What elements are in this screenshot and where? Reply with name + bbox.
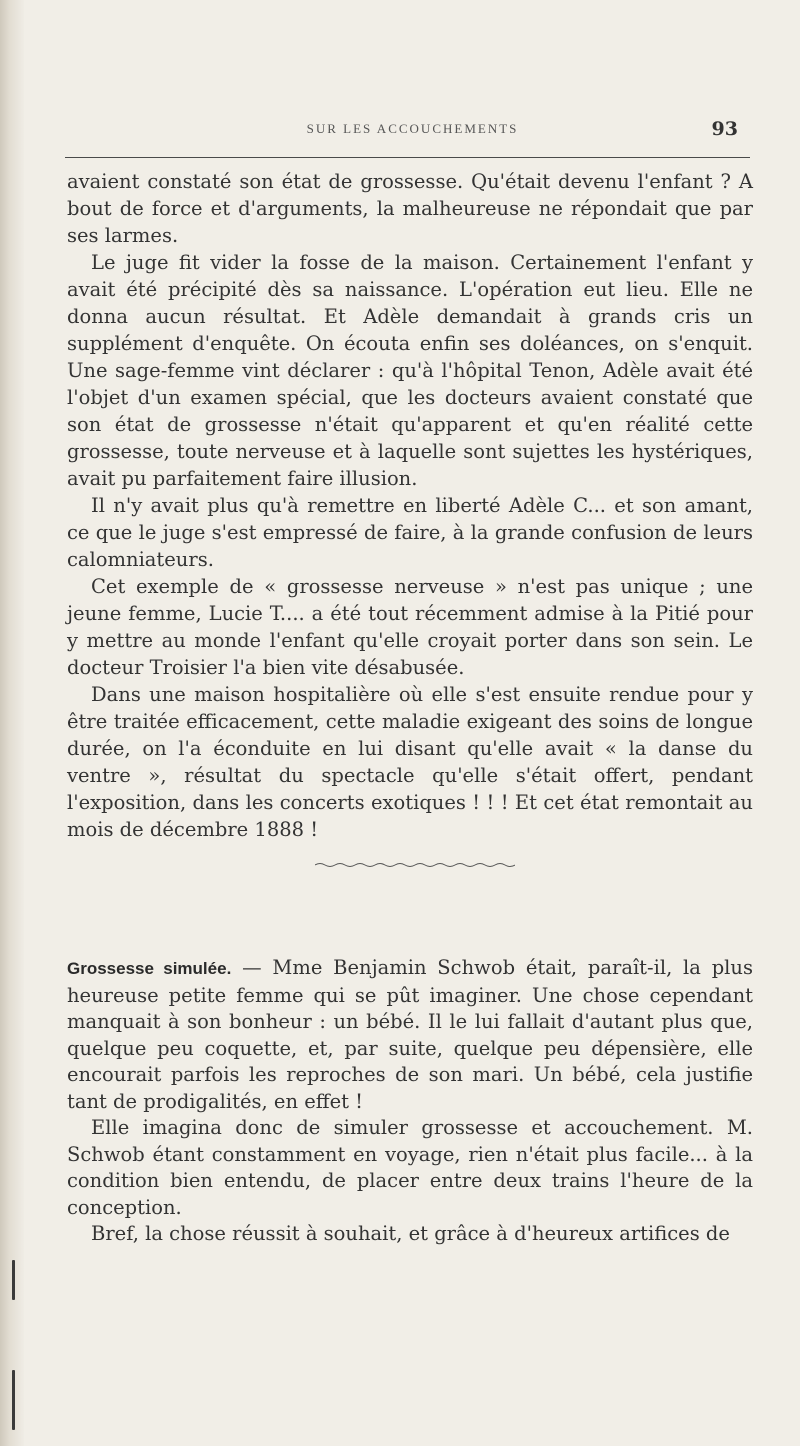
binding-mark: [12, 1260, 15, 1300]
body-text: [67, 168, 753, 843]
paragraph: Elle imagina donc de simuler grossesse et accouchement. M. Schwob étant constamment en voyage, rien n'était plus facile... à la condition bien entendu, de placer entre deux trains l'heure de la conception.: [67, 1116, 753, 1219]
paragraph: Bref, la chose réussit à souhait, et grâce à d'heureux artifices de: [91, 1222, 730, 1245]
section-lead-text: — Mme Benjamin Schwob était, paraît-il, la plus heureuse petite femme qui se pût imaginer. Une chose cependant manquait à son bonheur : un bébé. Il le lui fallait d'autant plus que, quelque peu coquette, et, par suite, quelque peu dépensière, elle encourait parfois les reproches de son mari. Un bébé, cela justifie tant de prodigalités, en effet !: [67, 956, 753, 1113]
paragraph: Il n'y avait plus qu'à remettre en liberté Adèle C... et son amant, ce que le juge s'est empressé de faire, à la grande confusion de leurs calomniateurs.: [67, 494, 753, 571]
page-number: 93: [711, 118, 738, 140]
paragraph: Dans une maison hospitalière où elle s'est ensuite rendue pour y être traitée efficacement, cette maladie exigeant des soins de longue durée, on l'a éconduite en lui disant qu'elle avait « la danse du ventre », résultat du spectacle qu'elle s'était offert, pendant l'exposition, dans les concerts exotiques ! ! ! Et cet état remontait au mois de décembre 1888 !: [67, 683, 753, 841]
section-grossesse-simulee: [67, 955, 753, 1248]
book-spine-edge: [0, 0, 24, 1446]
binding-mark: [12, 1370, 15, 1430]
paragraph: Le juge fit vider la fosse de la maison. Certainement l'enfant y avait été précipité dès sa naissance. L'opération eut lieu. Elle ne donna aucun résultat. Et Adèle demandait à grands cris un supplément d'enquête. On écouta enfin ses doléances, on s'enquit. Une sage-femme vint déclarer : qu'à l'hôpital Tenon, Adèle avait été l'objet d'un examen spécial, que les docteurs avaient constaté que son état de grossesse n'était qu'apparent et qu'en réalité cette grossesse, toute nerveuse et à laquelle sont sujettes les hystériques, avait pu parfaitement faire illusion.: [67, 251, 753, 490]
paragraph: avaient constaté son état de grossesse. Qu'était devenu l'enfant ? A bout de force et d'arguments, la malheureuse ne répondait que par ses larmes.: [67, 170, 753, 247]
running-header: [55, 118, 770, 143]
paragraph: Cet exemple de « grossesse nerveuse » n'est pas unique ; une jeune femme, Lucie T.... a été tout récemment admise à la Pitié pour y mettre au monde l'enfant qu'elle croyait porter dans son sein. Le docteur Troisier l'a bien vite désabusée.: [67, 575, 753, 679]
section-title: Grossesse simulée.: [67, 959, 232, 978]
header-rule: [65, 157, 750, 158]
section-divider-ornament: [315, 862, 515, 868]
running-title: SUR LES ACCOUCHEMENTS: [306, 121, 519, 136]
